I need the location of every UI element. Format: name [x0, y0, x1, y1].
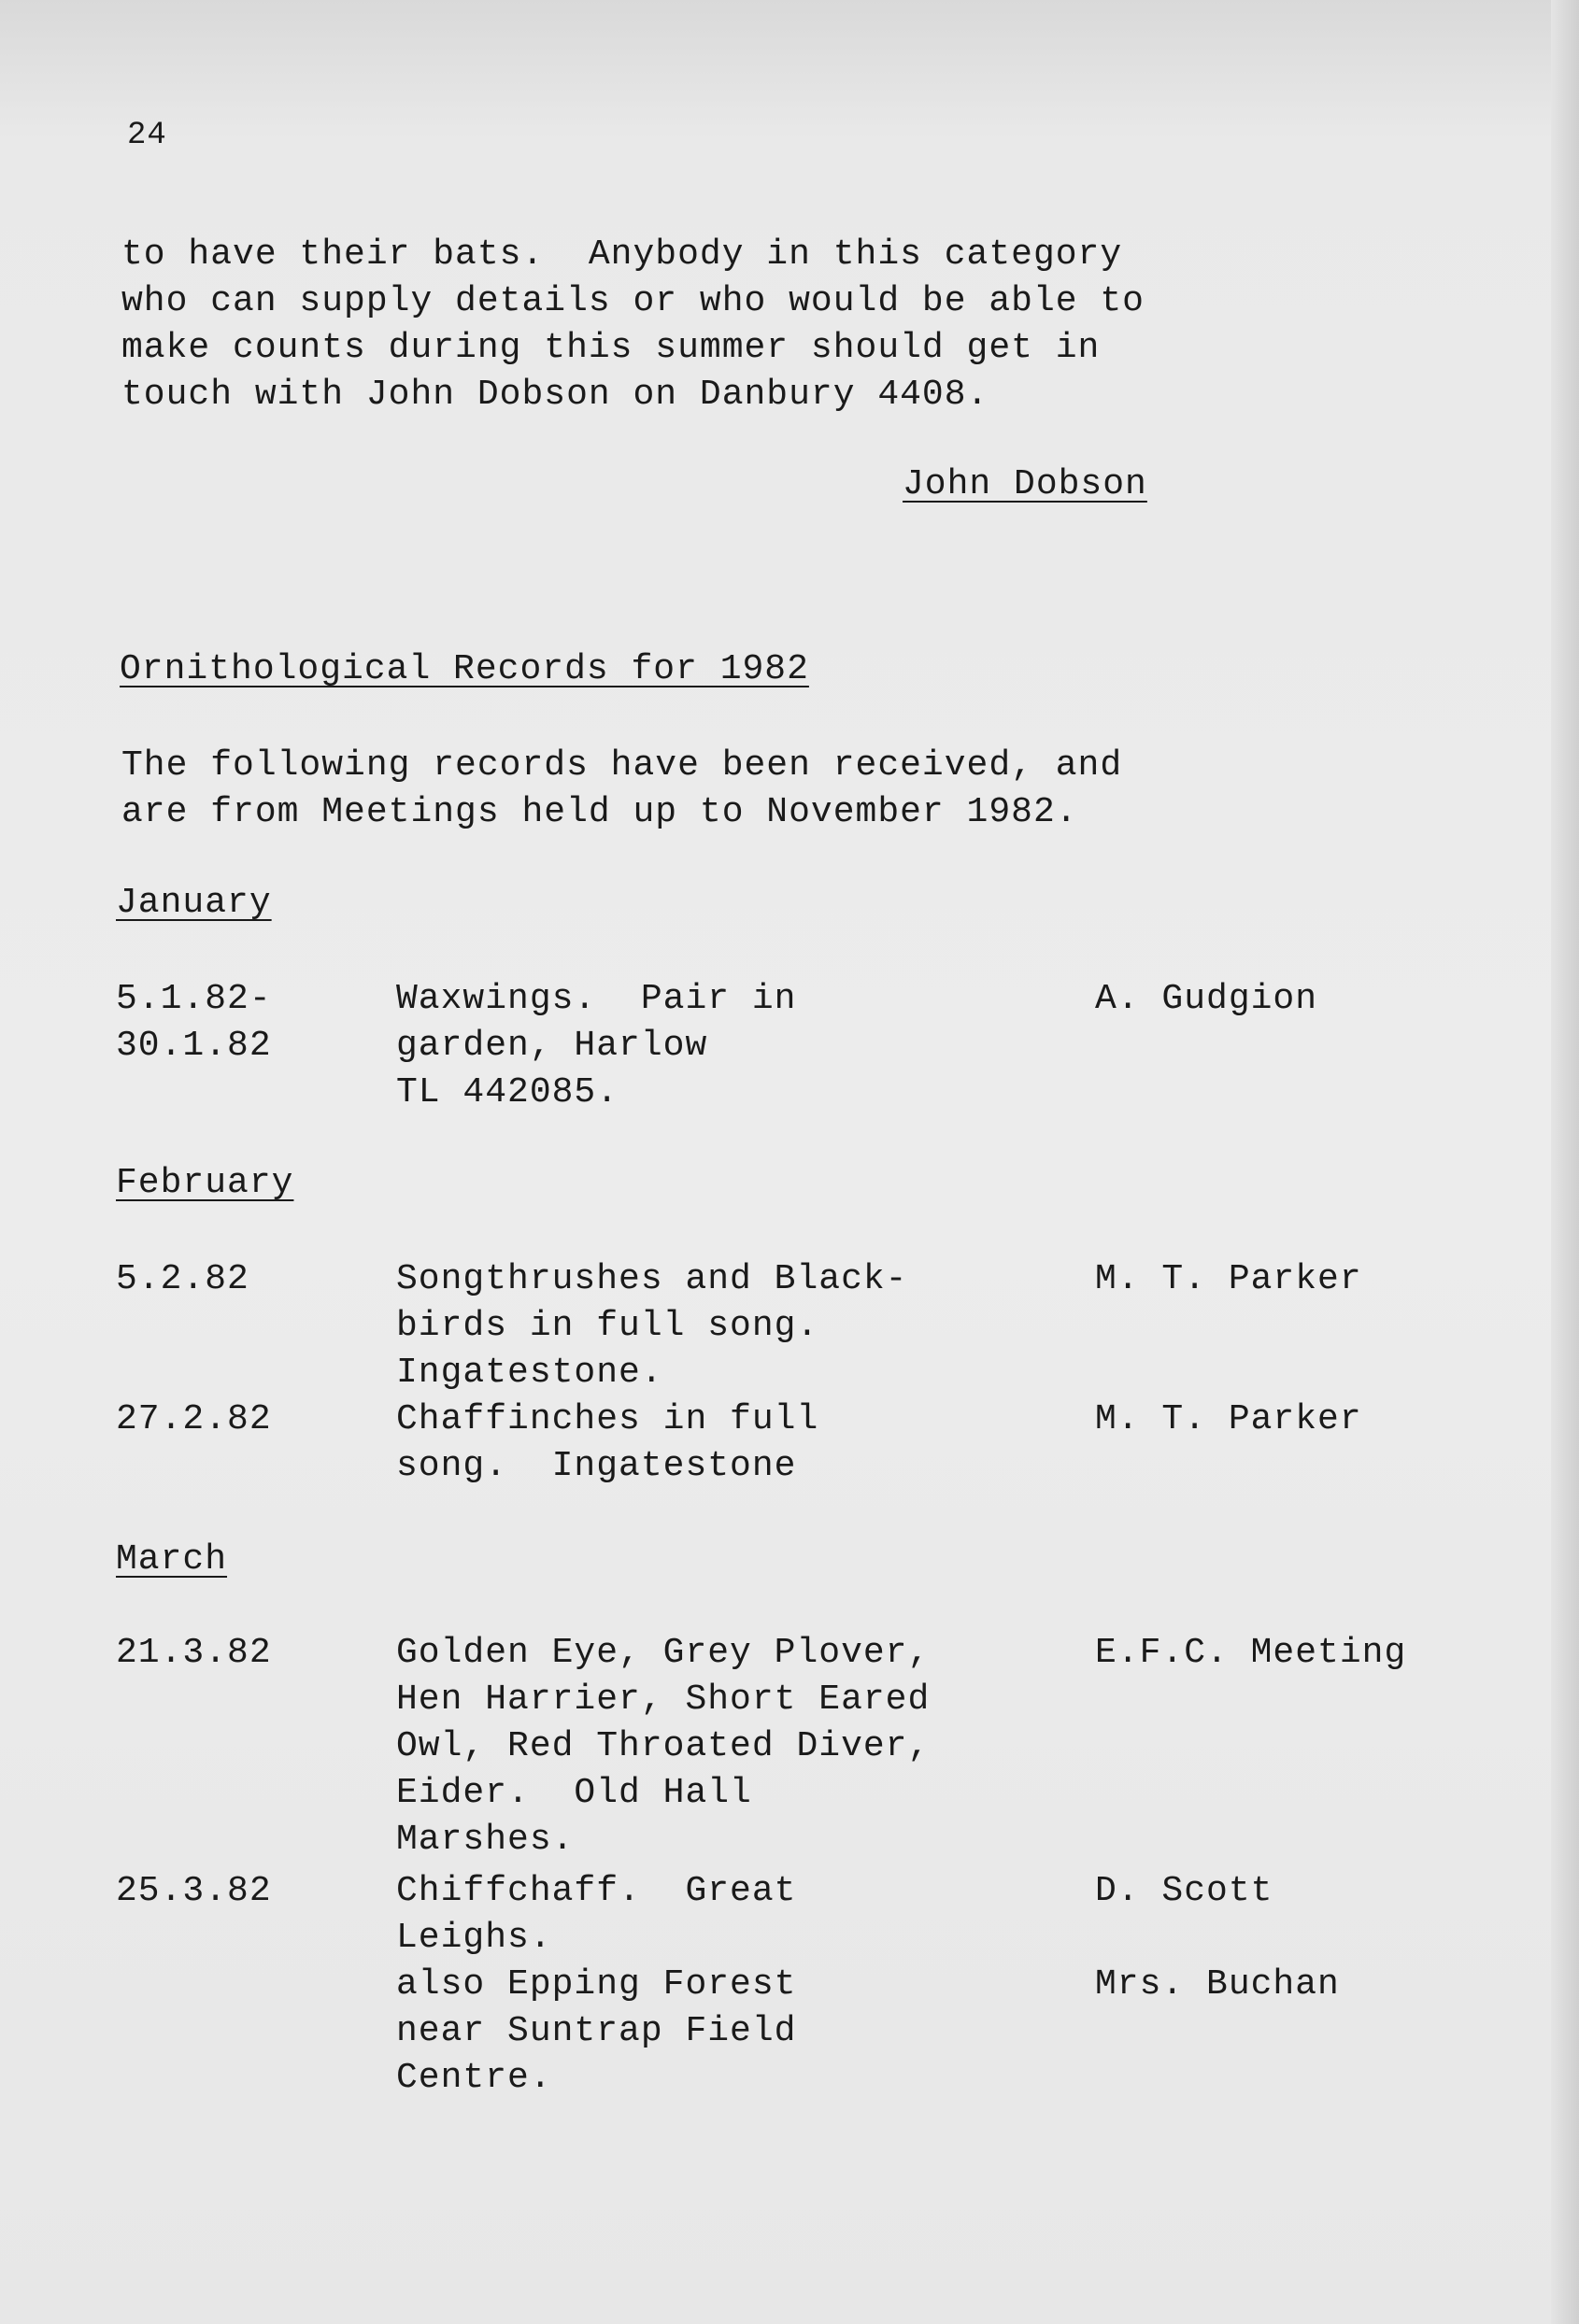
- month-heading-january: January: [116, 883, 272, 923]
- record-species: song. Ingatestone: [396, 1446, 797, 1486]
- section-title: Ornithological Records for 1982: [120, 649, 809, 689]
- record-species: Songthrushes and Black-: [396, 1259, 908, 1299]
- record-species: Leighs.: [396, 1918, 552, 1958]
- record-species: also Epping Forest: [396, 1964, 797, 2005]
- intro-line: touch with John Dobson on Danbury 4408.: [121, 375, 989, 415]
- record-date: 5.1.82-: [116, 979, 272, 1019]
- record-species: Eider. Old Hall: [396, 1773, 752, 1813]
- record-species: Marshes.: [396, 1820, 575, 1860]
- record-observer: D. Scott: [1095, 1871, 1273, 1911]
- record-date: 27.2.82: [116, 1399, 272, 1439]
- month-heading-march: March: [116, 1539, 228, 1580]
- signature: John Dobson: [903, 464, 1147, 504]
- record-species: Golden Eye, Grey Plover,: [396, 1633, 931, 1673]
- record-date: 21.3.82: [116, 1633, 272, 1673]
- record-species: Centre.: [396, 2058, 552, 2098]
- section-intro-line: The following records have been received, and: [121, 745, 1123, 786]
- intro-line: who can supply details or who would be able to: [121, 281, 1145, 321]
- section-intro-line: are from Meetings held up to November 1982.: [121, 792, 1078, 832]
- record-species: birds in full song.: [396, 1306, 819, 1346]
- record-observer: M. T. Parker: [1095, 1259, 1362, 1299]
- record-species: garden, Harlow: [396, 1026, 708, 1066]
- page-number: 24: [127, 118, 167, 153]
- record-observer: A. Gudgion: [1095, 979, 1318, 1019]
- record-observer: M. T. Parker: [1095, 1399, 1362, 1439]
- record-date: 30.1.82: [116, 1026, 272, 1066]
- record-species: near Suntrap Field: [396, 2011, 797, 2051]
- intro-line: to have their bats. Anybody in this category: [121, 234, 1123, 275]
- record-observer: E.F.C. Meeting: [1095, 1633, 1407, 1673]
- record-species: Chiffchaff. Great: [396, 1871, 797, 1911]
- intro-line: make counts during this summer should get in: [121, 328, 1101, 368]
- record-species: Owl, Red Throated Diver,: [396, 1726, 931, 1766]
- record-date: 5.2.82: [116, 1259, 249, 1299]
- month-heading-february: February: [116, 1163, 294, 1203]
- page-edge-shadow: [1551, 0, 1579, 2324]
- record-species: TL 442085.: [396, 1072, 619, 1112]
- record-species: Chaffinches in full: [396, 1399, 819, 1439]
- record-species: Ingatestone.: [396, 1353, 663, 1393]
- record-observer: Mrs. Buchan: [1095, 1964, 1340, 2005]
- record-species: Hen Harrier, Short Eared: [396, 1679, 931, 1720]
- record-date: 25.3.82: [116, 1871, 272, 1911]
- record-species: Waxwings. Pair in: [396, 979, 797, 1019]
